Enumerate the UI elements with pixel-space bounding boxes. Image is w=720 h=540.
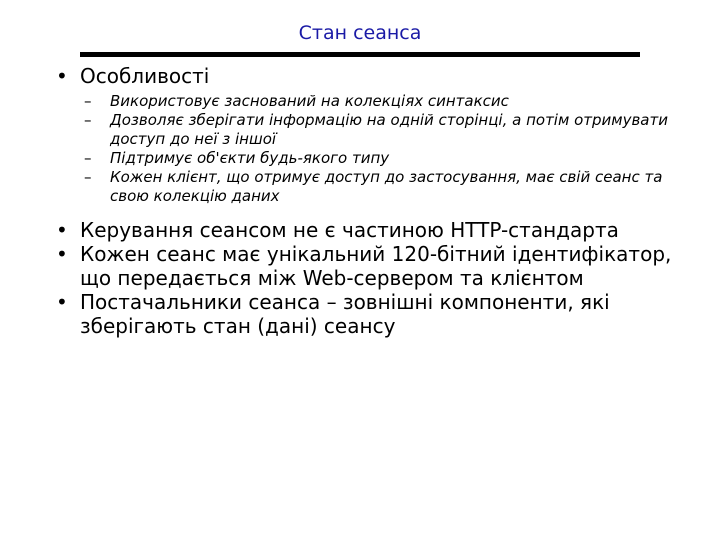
- sub-marker: –: [84, 92, 92, 110]
- sub-item-client-session: [80, 168, 680, 206]
- bullet-marker: •: [56, 242, 68, 266]
- slide-title: Стан сеанса: [298, 22, 422, 44]
- bullet-text: Особливості: [80, 64, 210, 88]
- bullet-item-session-id: [0, 242, 720, 290]
- sub-item-text: Дозволяє зберігати інформацію на одній сторінці, а потім отримувати доступ до неї з іншої: [110, 111, 668, 148]
- sub-item-syntax: [80, 92, 680, 111]
- bullet-text: Керування сеансом не є частиною HTTP-стандарта: [80, 218, 619, 242]
- sub-marker: –: [84, 168, 92, 186]
- bullet-item-features: [0, 64, 720, 206]
- sub-item-text: Кожен клієнт, що отримує доступ до застосування, має свій сеанс та свою колекцію даних: [110, 168, 663, 205]
- sub-list: [80, 92, 680, 206]
- title-underline: [80, 52, 640, 57]
- sub-item-object-types: [80, 149, 680, 168]
- sub-item-text: Підтримує об'єкти будь-якого типу: [110, 149, 390, 167]
- bullet-marker: •: [56, 218, 68, 242]
- sub-marker: –: [84, 149, 92, 167]
- bullet-marker: •: [56, 64, 68, 88]
- bullet-list: [0, 60, 720, 338]
- sub-item-text: Використовує заснований на колекціях синтаксис: [110, 92, 509, 110]
- sub-item-storage: [80, 111, 680, 149]
- bullet-text: Постачальники сеанса – зовнішні компоненти, які зберігають стан (дані) сеансу: [80, 290, 610, 338]
- bullet-text: Кожен сеанс має унікальний 120-бітний ідентифікатор, що передається між Web-сервером та клієнтом: [80, 242, 672, 290]
- bullet-item-providers: [0, 290, 720, 338]
- bullet-item-http: [0, 218, 720, 242]
- sub-marker: –: [84, 111, 92, 129]
- bullet-marker: •: [56, 290, 68, 314]
